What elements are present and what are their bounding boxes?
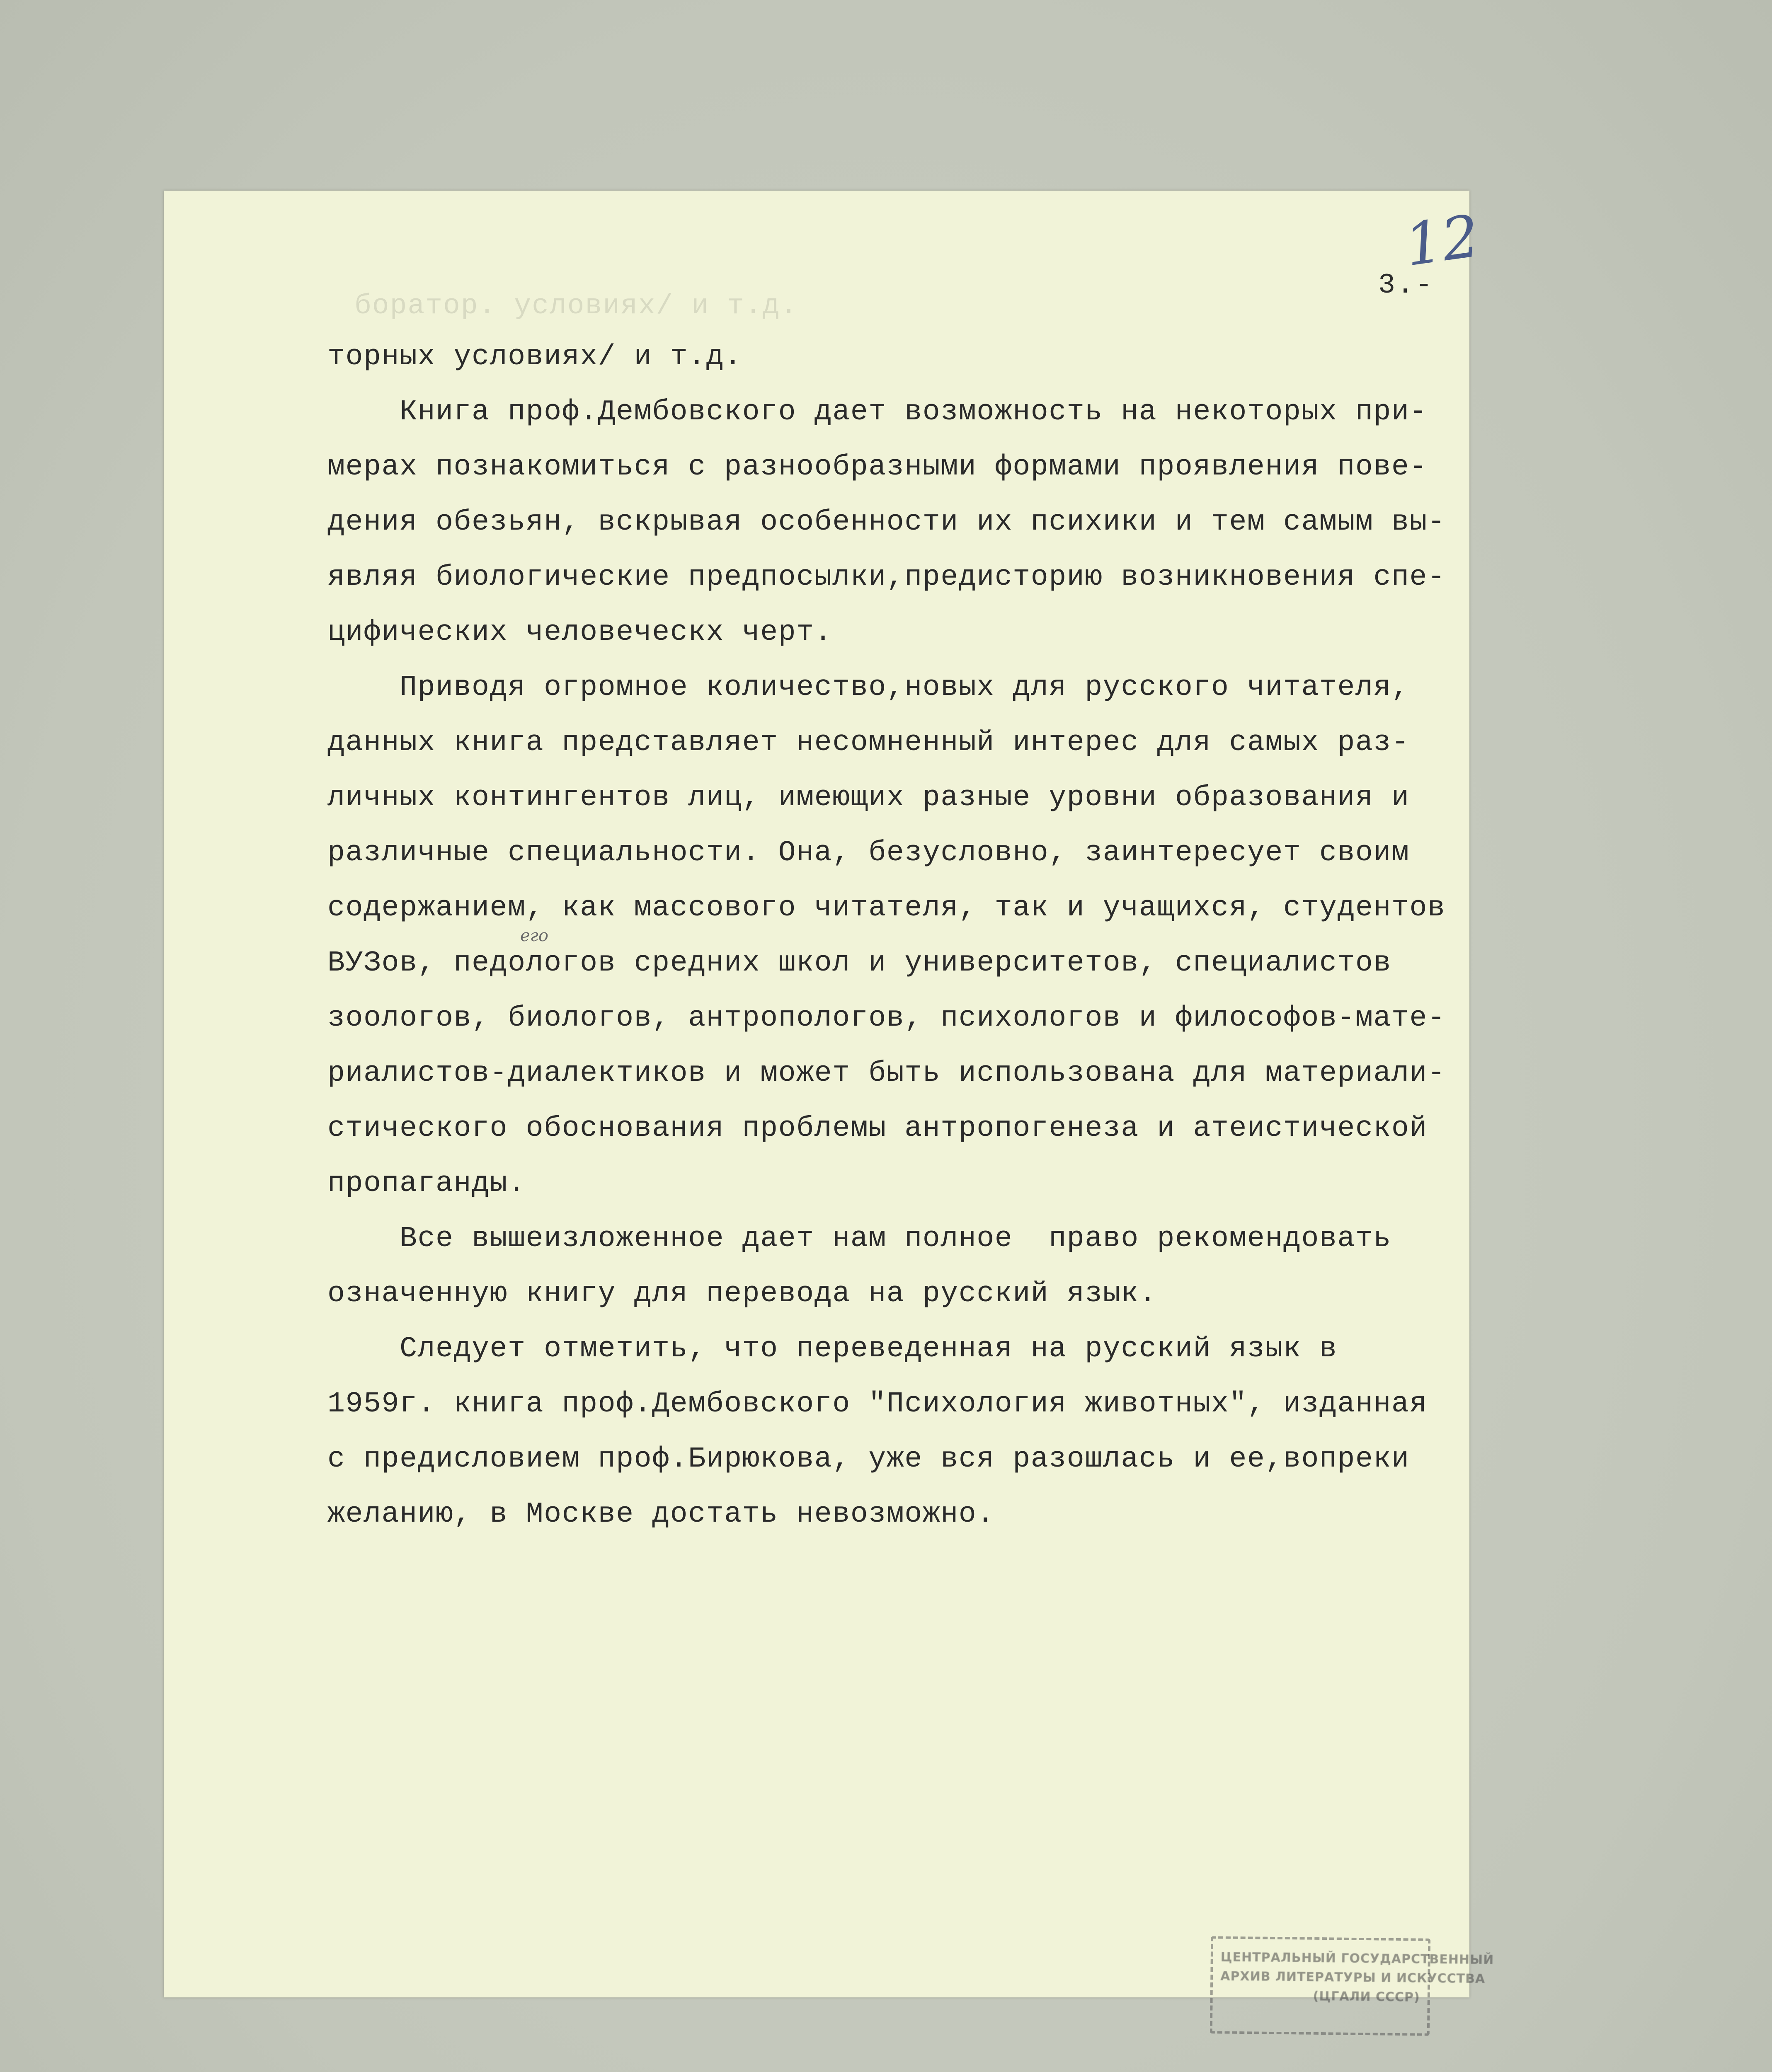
archive-stamp (1210, 1936, 1494, 2036)
text-line: пропаганды. (327, 1167, 526, 1200)
stamp-line: (ЦГАЛИ СССР) (1313, 1989, 1420, 2005)
text-line: стического обоснования проблемы антропогенеза и атеистической (327, 1112, 1428, 1145)
stamp-line: ЦЕНТРАЛЬНЫЙ ГОСУДАРСТВЕННЫЙ (1220, 1950, 1494, 1968)
text-line: мерах познакомиться с разнообразными формами проявления пове- (327, 451, 1428, 484)
text-line: различные специальности. Она, безусловно, заинтересует своим (327, 837, 1410, 869)
text-line: торных условиях/ и т.д. (327, 341, 742, 373)
text-line: цифических человеческх черт. (327, 616, 833, 649)
text-line: содержанием, как массового читателя, так и учащихся, студентов (327, 892, 1446, 925)
stamp-line: АРХИВ ЛИТЕРАТУРЫ И ИСКУССТВА (1220, 1969, 1486, 1987)
text-line: Книга проф.Дембовского дает возможность на некоторых при- (327, 396, 1428, 428)
text-line: желанию, в Москве достать невозможно. (327, 1498, 995, 1531)
typed-text-body (327, 329, 1488, 1542)
text-line: ВУЗов, педологов средних школ и университетов, специалистов (327, 947, 1391, 980)
faint-struck-text: боратор. условиях/ и т.д. (354, 290, 798, 322)
text-line: риалистов-диалектиков и может быть использована для материали- (327, 1057, 1446, 1090)
handwritten-sheet-number: 12 (1401, 202, 1484, 280)
text-line: дения обезьян, вскрывая особенности их психики и тем самым вы- (327, 506, 1446, 539)
text-line: данных книга представляет несомненный интерес для самых раз- (327, 726, 1410, 759)
text-line: Следует отметить, что переведенная на русский язык в (327, 1333, 1338, 1365)
page-number: 3.- (1378, 269, 1434, 301)
text-line: с предисловием проф.Бирюкова, уже вся разошлась и ее,вопреки (327, 1443, 1410, 1476)
text-line: Приводя огромное количество,новых для русского читателя, (327, 671, 1410, 704)
text-line: Все вышеизложенное дает нам полное право рекомендовать (327, 1222, 1391, 1255)
handwritten-insert: его (520, 926, 548, 945)
text-line: 1959г. книга проф.Дембовского "Психология животных", изданная (327, 1388, 1428, 1421)
text-line: означенную книгу для перевода на русский язык. (327, 1278, 1157, 1310)
text-line: личных контингентов лиц, имеющих разные уровни образования и (327, 782, 1410, 814)
text-line: являя биологические предпосылки,предисторию возникновения спе- (327, 561, 1446, 594)
text-line: зоологов, биологов, антропологов, психологов и философов-мате- (327, 1002, 1446, 1035)
